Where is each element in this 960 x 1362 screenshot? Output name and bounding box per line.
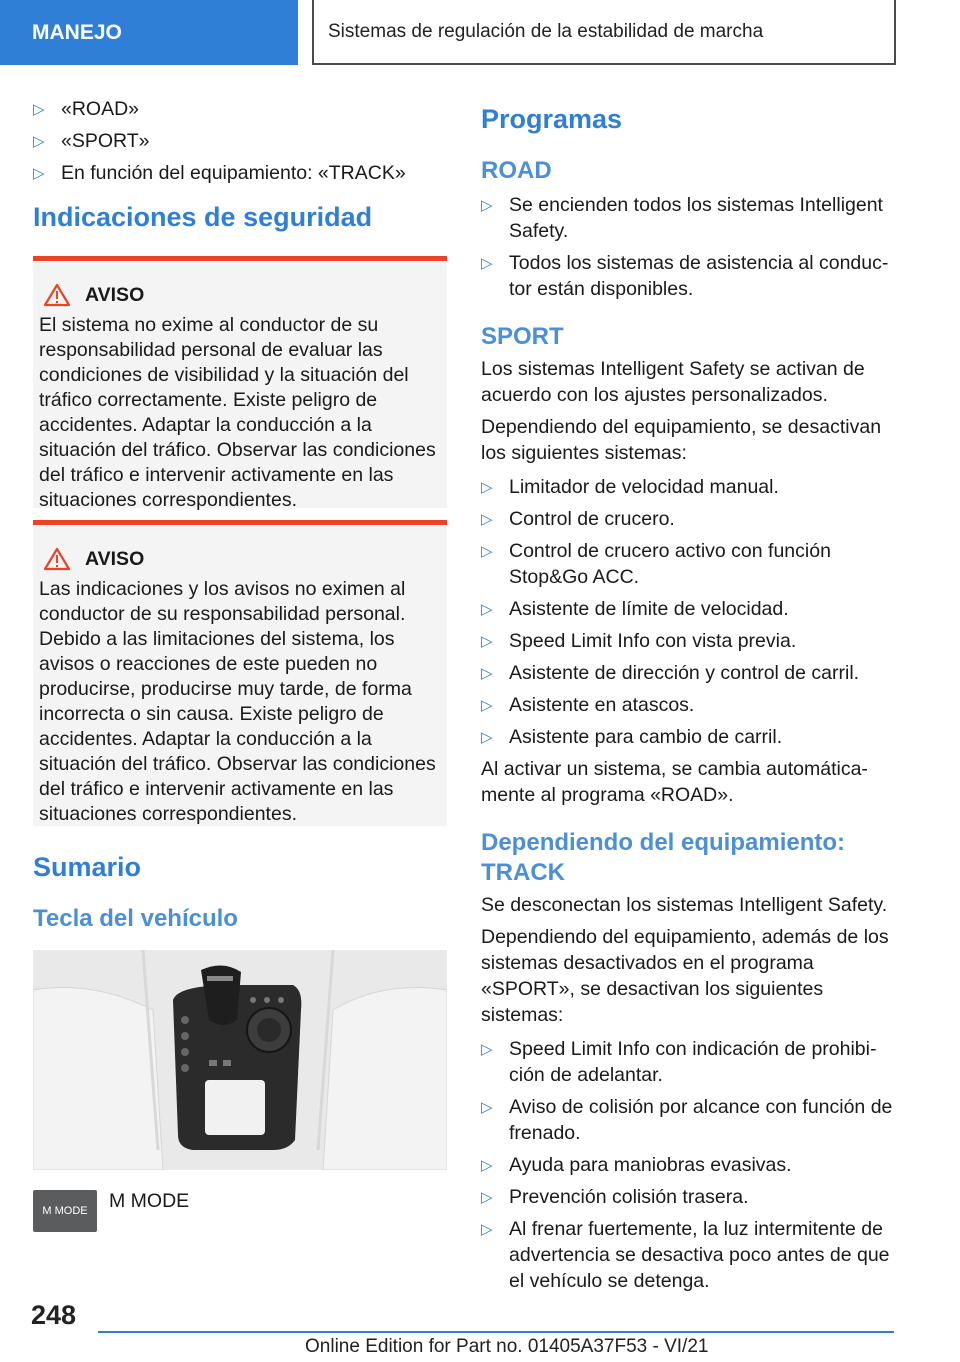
triangle-bullet-icon: ▷ [481, 1041, 493, 1058]
warning-triangle-icon [43, 547, 71, 571]
programs-heading: Programas [481, 104, 623, 134]
mode-list [33, 96, 447, 186]
triangle-bullet-icon: ▷ [481, 511, 493, 528]
list-item: ▷ Se encienden todos los sistemas Intelligent Safety. [481, 194, 883, 242]
list-item: ▷ Al frenar fuertemente, la luz intermitente de advertencia se desactiva poco antes de que el vehículo se detenga. [481, 1218, 890, 1292]
center-console-photo [33, 950, 447, 1170]
list-item: ▷ Aviso de colisión por alcance con función de frenado. [481, 1096, 893, 1144]
vehicle-key-heading: Tecla del vehículo [33, 905, 238, 932]
list-item: ▷ Asistente de dirección y control de carril. [481, 660, 899, 686]
warning-label: AVISO [85, 283, 145, 306]
triangle-bullet-icon: ▷ [481, 729, 493, 746]
track-paragraph: Se desconectan los sistemas Intelligent Safety. [481, 894, 888, 916]
triangle-bullet-icon: ▷ [481, 697, 493, 714]
triangle-bullet-icon: ▷ [33, 101, 45, 118]
right-column [481, 96, 899, 1300]
warning-text: El sistema no exime al conductor de su responsabilidad personal de evaluar las condiciones de visibilidad y la situación del tráfico correctamente. Existe peligro de accidentes. Adaptar la conducción a la situación del tráfico. Observar las condiciones del tráfico e intervenir activamente en las situaciones correspondientes. [39, 314, 436, 511]
track-list [481, 1036, 899, 1294]
list-item: ▷ En función del equipamiento: «TRACK» [33, 160, 447, 186]
list-item: ▷ Asistente en atascos. [481, 692, 899, 718]
header-section-tab [0, 0, 298, 65]
road-heading: ROAD [481, 157, 552, 184]
triangle-bullet-icon: ▷ [481, 479, 493, 496]
list-item: ▷ Ayuda para maniobras evasivas. [481, 1152, 899, 1178]
sport-heading: SPORT [481, 323, 564, 350]
warning-triangle-icon [43, 283, 71, 307]
console-illustration-icon [33, 950, 447, 1170]
mmode-button-icon: M MODE [33, 1190, 97, 1232]
track-heading: Dependiendo del equipamiento: TRACK [481, 829, 846, 886]
road-list [481, 192, 899, 302]
list-item: ▷ Asistente para cambio de carril. [481, 724, 899, 750]
page-number: 248 [31, 1300, 77, 1330]
triangle-bullet-icon: ▷ [481, 1099, 493, 1116]
triangle-bullet-icon: ▷ [481, 601, 493, 618]
triangle-bullet-icon: ▷ [481, 1157, 493, 1174]
warning-box [33, 256, 447, 511]
sport-paragraph: Al activar un sistema, se cambia automáticamente al programa «ROAD». [481, 758, 868, 806]
safety-heading: Indicaciones de seguridad [33, 202, 373, 232]
warning-text: Las indicaciones y los avisos no eximen al conductor de su responsabilidad personal. Debido a las limitaciones del sistema, los avisos o reacciones de este pueden no producirse, producirse muy tarde, de forma incorrecta o sin causa. Existe peligro de accidentes. Adaptar la conducción a la situación del tráfico. Observar las condiciones del tráfico e intervenir activamente en las situaciones correspondientes. [39, 578, 436, 825]
edition-text: Online Edition for Part no. 01405A37F53 - VI/21 [305, 1336, 709, 1357]
sport-paragraph: Dependiendo del equipamiento, se desactivan los siguientes sistemas: [481, 416, 882, 464]
footer-divider [98, 1331, 894, 1333]
mmode-label: M MODE [109, 1190, 190, 1212]
mmode-row [33, 1190, 447, 1232]
warning-box [33, 520, 447, 826]
list-item: ▷ «ROAD» [33, 96, 447, 122]
list-item: ▷ Speed Limit Info con vista previa. [481, 628, 899, 654]
header-chapter-box [312, 0, 896, 65]
header-section-label: MANEJO [32, 20, 122, 44]
list-item: ▷ Asistente de límite de velocidad. [481, 596, 899, 622]
triangle-bullet-icon: ▷ [481, 197, 493, 214]
list-item: ▷ Prevención colisión trasera. [481, 1184, 899, 1210]
track-paragraph: Dependiendo del equipamiento, además de los sistemas desactivados en el programa «SPORT», se desactivan los siguientes sistemas: [481, 926, 889, 1026]
triangle-bullet-icon: ▷ [481, 665, 493, 682]
list-item: ▷ «SPORT» [33, 128, 447, 154]
list-item: ▷ Speed Limit Info con indicación de prohibición de adelantar. [481, 1038, 877, 1086]
triangle-bullet-icon: ▷ [481, 255, 493, 272]
list-item: ▷ Control de crucero. [481, 506, 899, 532]
sport-list [481, 474, 899, 750]
list-item: ▷ Todos los sistemas de asistencia al conductor están disponibles. [481, 252, 889, 300]
triangle-bullet-icon: ▷ [481, 633, 493, 650]
triangle-bullet-icon: ▷ [33, 165, 45, 182]
triangle-bullet-icon: ▷ [33, 133, 45, 150]
triangle-bullet-icon: ▷ [481, 1189, 493, 1206]
list-item: ▷ Limitador de velocidad manual. [481, 474, 899, 500]
left-column [33, 96, 447, 1232]
header-chapter-label: Sistemas de regulación de la estabilidad de marcha [328, 20, 764, 42]
summary-heading: Sumario [33, 852, 142, 882]
triangle-bullet-icon: ▷ [481, 1221, 493, 1238]
list-item: ▷ Control de crucero activo con función Stop&Go ACC. [481, 540, 831, 588]
warning-label: AVISO [85, 547, 145, 570]
sport-paragraph: Los sistemas Intelligent Safety se activan de acuerdo con los ajustes personalizados. [481, 358, 865, 406]
triangle-bullet-icon: ▷ [481, 543, 493, 560]
